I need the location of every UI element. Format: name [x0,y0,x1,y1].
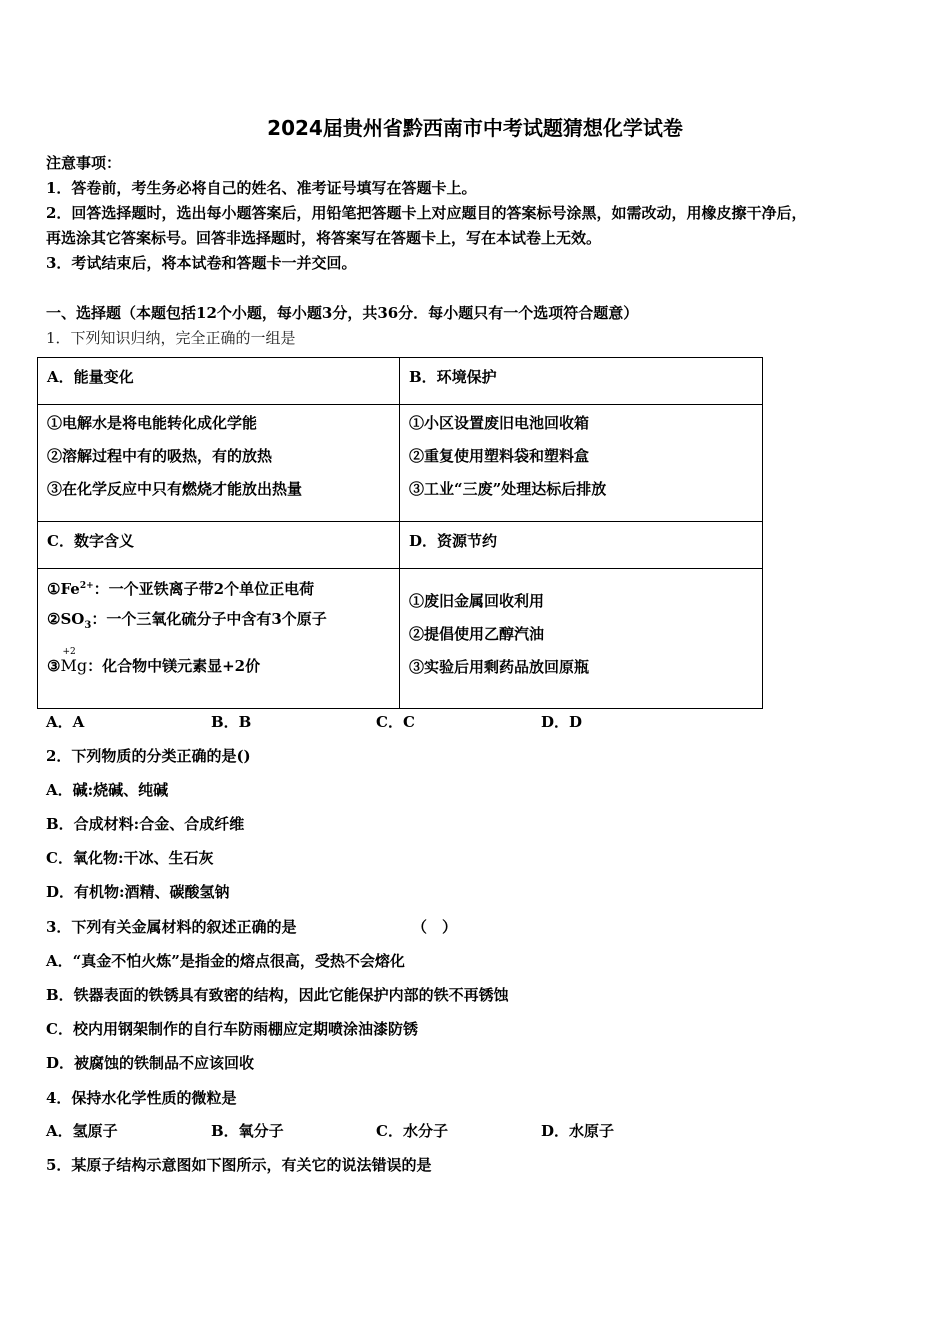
so3-subscript: 3 [84,620,92,631]
question-2-option-a[interactable]: A．碱:烧碱、纯碱 [46,781,169,799]
so3-symbol: ②SO [47,610,85,628]
cell-d-item: ③实验后用剩药品放回原瓶 [409,658,590,676]
question-3-option-c[interactable]: C．校内用钢架制作的自行车防雨棚应定期喷涂油漆防锈 [46,1020,418,1038]
cell-a-item: ②溶解过程中有的吸热，有的放热 [47,447,273,465]
question-1-table [37,357,763,709]
cell-a-item: ③在化学反应中只有燃烧才能放出热量 [47,480,303,498]
mg-formula [60,649,87,682]
question-3-option-b[interactable]: B．铁器表面的铁锈具有致密的结构，因此它能保护内部的铁不再锈蚀 [46,986,509,1004]
question-4-stem: 4．保持水化学性质的微粒是 [46,1089,237,1107]
cell-b-body [400,405,763,522]
question-1-option-c[interactable]: C．C [376,713,415,731]
mg-index: ③ [47,657,61,675]
cell-c-item-mg [47,649,399,682]
fe-meaning: ：一个亚铁离子带2个单位正电荷 [93,580,315,598]
mg-meaning: ：化合物中镁元素显+2价 [87,657,261,675]
cell-b-item: ③工业“三废”处理达标后排放 [409,480,607,498]
cell-a-body [38,405,400,522]
question-4-option-b[interactable]: B．氧分子 [211,1122,284,1140]
cell-a-head: A．能量变化 [38,358,400,405]
question-2-stem: 2．下列物质的分类正确的是() [46,747,251,765]
notice-item: 再选涂其它答案标号。回答非选择题时，将答案写在答题卡上，写在本试卷上无效。 [46,229,602,247]
fe-charge: 2+ [79,581,94,591]
question-3-option-a[interactable]: A．“真金不怕火炼”是指金的熔点很高，受热不会熔化 [46,952,405,970]
question-4-option-d[interactable]: D．水原子 [541,1122,615,1140]
question-4-option-a[interactable]: A．氢原子 [46,1122,118,1140]
cell-b-head: B．环境保护 [400,358,763,405]
mg-valence: +2 [62,647,76,657]
cell-a-item: ①电解水是将电能转化成化学能 [47,414,258,432]
question-2-option-b[interactable]: B．合成材料:合金、合成纤维 [46,815,245,833]
fe-symbol: ①Fe [47,580,80,598]
cell-c-body [38,569,400,709]
mg-symbol: Mg [60,656,88,675]
question-4-option-c[interactable]: C．水分子 [376,1122,448,1140]
cell-d-body [400,569,763,709]
notice-item: 1．答卷前，考生务必将自己的姓名、准考证号填写在答题卡上。 [46,179,477,197]
cell-c-item-fe [47,570,399,603]
question-5-stem: 5．某原子结构示意图如下图所示，有关它的说法错误的是 [46,1156,432,1174]
notice-heading: 注意事项： [46,154,122,172]
question-1-stem: 1．下列知识归纳，完全正确的一组是 [46,329,296,347]
question-1-option-d[interactable]: D．D [541,713,583,731]
section-heading: 一、选择题（本题包括12个小题，每小题3分，共36分．每小题只有一个选项符合题意） [46,304,639,322]
cell-c-head: C．数字含义 [38,522,400,569]
question-3-stem: 3．下列有关金属材料的叙述正确的是 [46,918,297,936]
cell-d-item: ①废旧金属回收利用 [409,592,545,610]
cell-c-item-so3 [47,603,399,636]
so3-meaning: ：一个三氧化硫分子中含有3个原子 [91,610,327,628]
question-3-option-d[interactable]: D．被腐蚀的铁制品不应该回收 [46,1054,255,1072]
cell-d-item: ②提倡使用乙醇汽油 [409,625,545,643]
question-3-paren: （ ） [412,918,458,936]
notice-item: 2．回答选择题时，选出每小题答案后，用铅笔把答题卡上对应题目的答案标号涂黑，如需改动，用橡皮擦干净后， [46,204,807,222]
question-1-option-a[interactable]: A．A [46,713,85,731]
page-title: 2024届贵州省黔西南市中考试题猜想化学试卷 [267,116,683,140]
cell-b-item: ②重复使用塑料袋和塑料盒 [409,447,590,465]
question-2-option-c[interactable]: C．氧化物:干冰、生石灰 [46,849,214,867]
cell-b-item: ①小区设置废旧电池回收箱 [409,414,590,432]
question-1-option-b[interactable]: B．B [211,713,252,731]
cell-d-head: D．资源节约 [400,522,763,569]
question-2-option-d[interactable]: D．有机物:酒精、碳酸氢钠 [46,883,230,901]
notice-item: 3．考试结束后，将本试卷和答题卡一并交回。 [46,254,357,272]
